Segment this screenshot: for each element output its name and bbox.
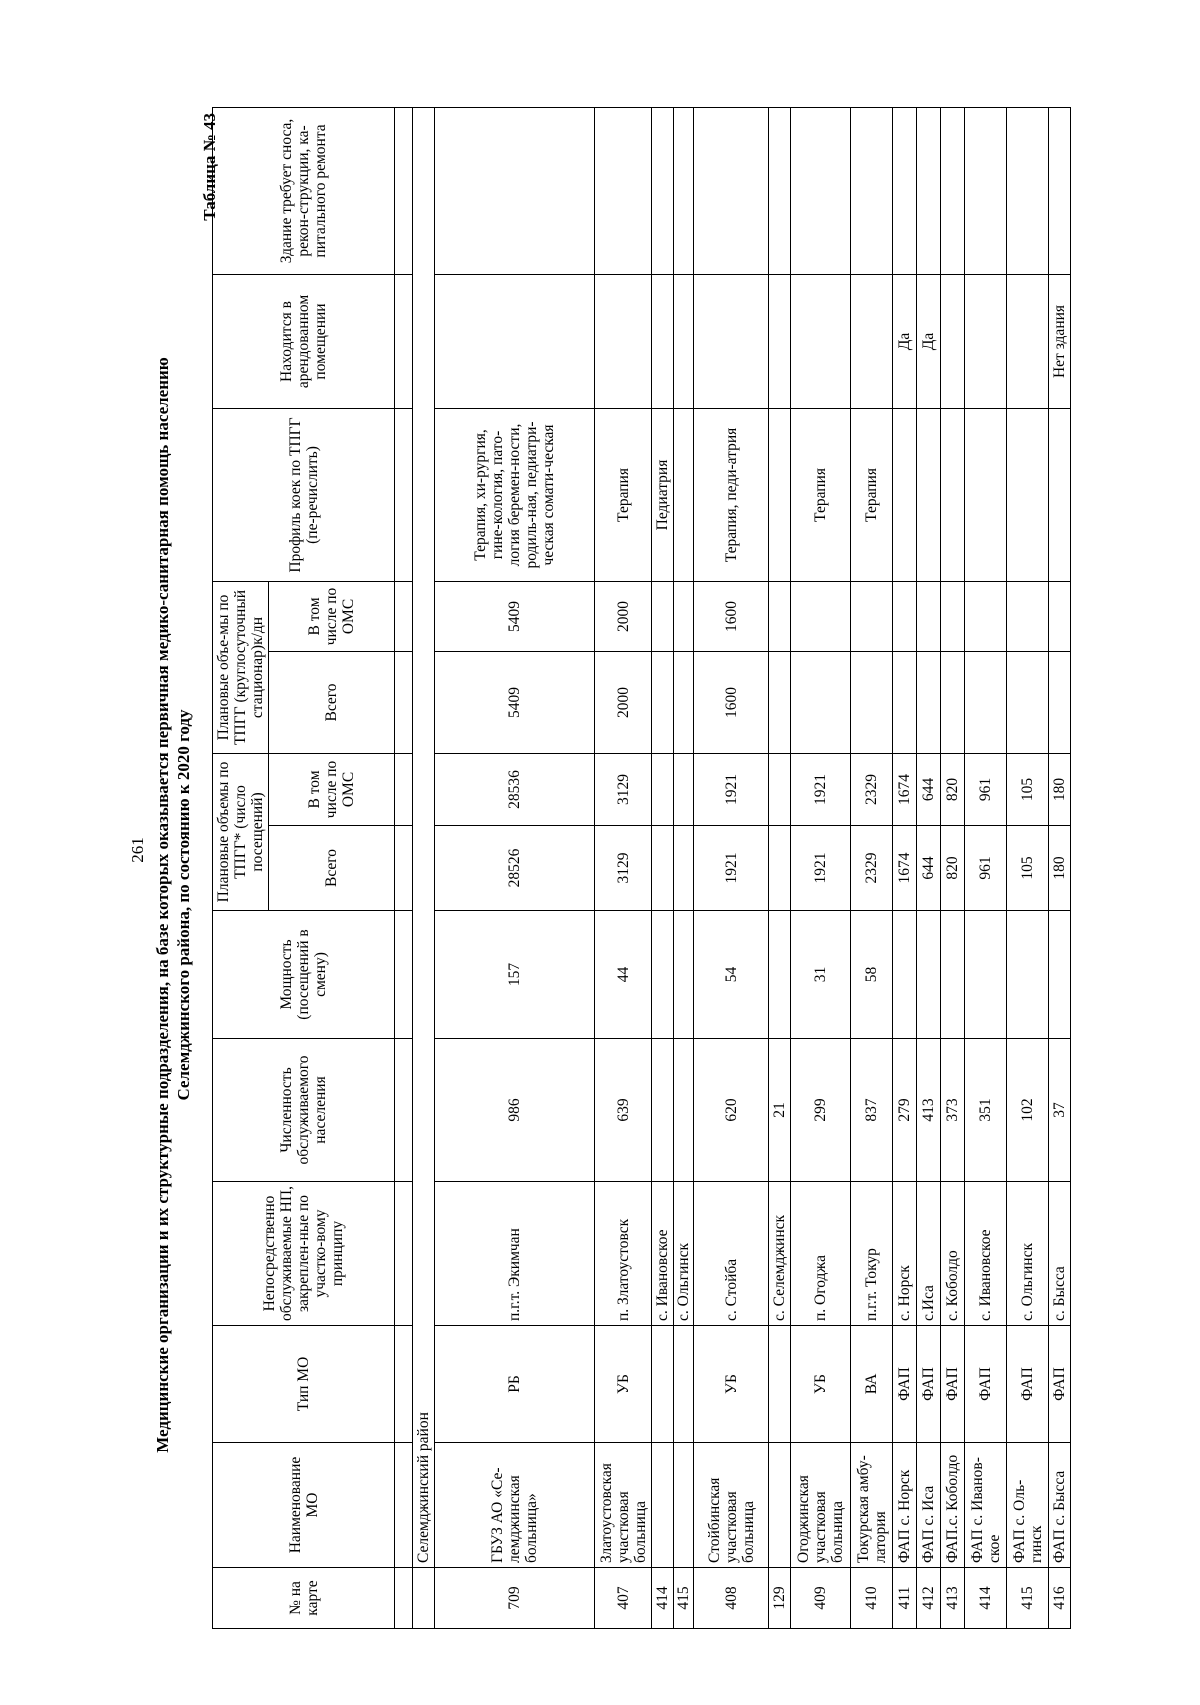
- row-demolition: [1049, 107, 1071, 274]
- table-row: [917, 107, 941, 1628]
- row-beds-oms: [893, 581, 917, 651]
- row-visits-oms: [769, 753, 791, 825]
- row-rented: [674, 274, 694, 408]
- row-demolition: [965, 107, 1007, 274]
- row-capacity: 54: [694, 911, 769, 1039]
- row-beds-oms: [1049, 581, 1071, 651]
- row-rented: Да: [917, 274, 941, 408]
- row-rented: [791, 274, 851, 408]
- header-demolition: Здание требует сноса, рекон-струкции, ка-питального ремонта: [213, 107, 395, 274]
- table-caption: Таблица № 43: [200, 113, 219, 221]
- row-num: 416: [1049, 1568, 1071, 1629]
- row-profile: [769, 408, 791, 581]
- table-row: [769, 107, 791, 1628]
- row-name: [652, 1443, 674, 1568]
- document-title: Медицинские организации и их структурные подразделения, на базе которых оказывается первичная медико-санитарная помощь населению Селемджинского района, по состоянию к 2020 году: [153, 357, 193, 1453]
- row-visits-oms: 105: [1007, 753, 1049, 825]
- row-num: 709: [435, 1568, 595, 1629]
- row-name: ФАП.с. Коболдо: [941, 1443, 965, 1568]
- row-demolition: [769, 107, 791, 274]
- row-rented: [965, 274, 1007, 408]
- row-name: [674, 1443, 694, 1568]
- row-population: [674, 1039, 694, 1182]
- row-visits-total: 28526: [435, 826, 595, 911]
- row-num: 410: [851, 1568, 893, 1629]
- row-capacity: [1007, 911, 1049, 1039]
- row-visits-oms: 2329: [851, 753, 893, 825]
- row-visits-total: [769, 826, 791, 911]
- row-capacity: 31: [791, 911, 851, 1039]
- row-beds-oms: 1600: [694, 581, 769, 651]
- row-population: 373: [941, 1039, 965, 1182]
- row-beds-oms: [652, 581, 674, 651]
- row-beds-total: [769, 651, 791, 753]
- row-type: [674, 1326, 694, 1443]
- row-demolition: [851, 107, 893, 274]
- row-rented: Да: [893, 274, 917, 408]
- region-row: [413, 107, 435, 1628]
- row-demolition: [595, 107, 652, 274]
- separator-row: [395, 107, 413, 1628]
- row-settlement: с. Ольгинск: [674, 1182, 694, 1326]
- row-visits-total: [652, 826, 674, 911]
- row-settlement: с. Коболдо: [941, 1182, 965, 1326]
- row-num: 412: [917, 1568, 941, 1629]
- row-profile: [917, 408, 941, 581]
- header-visits-group: Плановые объемы по ТПГГ* (число посещений): [213, 753, 269, 910]
- row-beds-total: 5409: [435, 651, 595, 753]
- row-beds-oms: [791, 581, 851, 651]
- row-type: ФАП: [1007, 1326, 1049, 1443]
- row-population: 37: [1049, 1039, 1071, 1182]
- row-type: УБ: [694, 1326, 769, 1443]
- row-beds-oms: 2000: [595, 581, 652, 651]
- row-type: ВА: [851, 1326, 893, 1443]
- row-capacity: 58: [851, 911, 893, 1039]
- row-profile: [1007, 408, 1049, 581]
- row-visits-total: 1921: [791, 826, 851, 911]
- row-capacity: [674, 911, 694, 1039]
- row-visits-oms: 1921: [791, 753, 851, 825]
- row-settlement: с.Иса: [917, 1182, 941, 1326]
- row-demolition: [694, 107, 769, 274]
- table-row: [941, 107, 965, 1628]
- row-settlement: п.г.т. Экимчан: [435, 1182, 595, 1326]
- row-type: УБ: [595, 1326, 652, 1443]
- row-rented: [652, 274, 674, 408]
- row-visits-total: 1674: [893, 826, 917, 911]
- row-profile: Терапия, педи-атрия: [694, 408, 769, 581]
- row-beds-oms: 5409: [435, 581, 595, 651]
- row-demolition: [941, 107, 965, 274]
- row-visits-total: [674, 826, 694, 911]
- row-name: ФАП с. Норск: [893, 1443, 917, 1568]
- row-beds-oms: [674, 581, 694, 651]
- row-profile: [674, 408, 694, 581]
- row-beds-oms: [769, 581, 791, 651]
- row-rented: [941, 274, 965, 408]
- row-visits-oms: 961: [965, 753, 1007, 825]
- row-demolition: [435, 107, 595, 274]
- row-num: 129: [769, 1568, 791, 1629]
- header-name: Наименование МО: [213, 1443, 395, 1568]
- facilities-table: [212, 107, 1071, 1629]
- row-population: 986: [435, 1039, 595, 1182]
- table-row: [965, 107, 1007, 1628]
- row-visits-oms: 1921: [694, 753, 769, 825]
- row-visits-oms: 3129: [595, 753, 652, 825]
- row-population: 21: [769, 1039, 791, 1182]
- table-row: [652, 107, 674, 1628]
- row-name: Токурская амбу-латория: [851, 1443, 893, 1568]
- row-beds-oms: [965, 581, 1007, 651]
- header-capacity: Мощность (посещений в смену): [213, 911, 395, 1039]
- row-profile: [965, 408, 1007, 581]
- row-settlement: с. Бысса: [1049, 1182, 1071, 1326]
- row-name: ФАП с. Иванов-ское: [965, 1443, 1007, 1568]
- row-capacity: [769, 911, 791, 1039]
- row-population: 351: [965, 1039, 1007, 1182]
- header-rented: Находится в арендованном помещении: [213, 274, 395, 408]
- row-beds-total: [674, 651, 694, 753]
- row-settlement: п. Златоустовск: [595, 1182, 652, 1326]
- row-demolition: [917, 107, 941, 274]
- header-beds-total: Всего: [269, 651, 395, 753]
- row-num: 407: [595, 1568, 652, 1629]
- row-population: 837: [851, 1039, 893, 1182]
- row-capacity: [893, 911, 917, 1039]
- row-num: 414: [965, 1568, 1007, 1629]
- table-row: [1049, 107, 1071, 1628]
- row-num: 415: [674, 1568, 694, 1629]
- row-num: 409: [791, 1568, 851, 1629]
- row-rented: [769, 274, 791, 408]
- row-visits-oms: 820: [941, 753, 965, 825]
- row-beds-total: 1600: [694, 651, 769, 753]
- row-name: Огоджинская участковая больница: [791, 1443, 851, 1568]
- row-visits-oms: [674, 753, 694, 825]
- row-type: ФАП: [941, 1326, 965, 1443]
- row-visits-oms: 1674: [893, 753, 917, 825]
- row-name: ГБУЗ АО «Се-лемджинская больница»: [435, 1443, 595, 1568]
- row-profile: Терапия: [851, 408, 893, 581]
- row-beds-total: [1007, 651, 1049, 753]
- row-capacity: [917, 911, 941, 1039]
- row-name: [769, 1443, 791, 1568]
- table-row: [851, 107, 893, 1628]
- row-demolition: [652, 107, 674, 274]
- row-rented: [595, 274, 652, 408]
- row-demolition: [1007, 107, 1049, 274]
- row-demolition: [674, 107, 694, 274]
- row-num: 415: [1007, 1568, 1049, 1629]
- row-profile: Терапия: [595, 408, 652, 581]
- row-population: 639: [595, 1039, 652, 1182]
- row-rented: Нет здания: [1049, 274, 1071, 408]
- row-settlement: с. Ольгинск: [1007, 1182, 1049, 1326]
- row-capacity: 44: [595, 911, 652, 1039]
- row-settlement: с. Ивановское: [652, 1182, 674, 1326]
- row-profile: [1049, 408, 1071, 581]
- row-population: 102: [1007, 1039, 1049, 1182]
- row-visits-total: 961: [965, 826, 1007, 911]
- row-rented: [1007, 274, 1049, 408]
- row-visits-oms: 180: [1049, 753, 1071, 825]
- header-type: Тип МО: [213, 1326, 395, 1443]
- row-capacity: [941, 911, 965, 1039]
- row-num: 408: [694, 1568, 769, 1629]
- header-num: № на карте: [213, 1568, 395, 1629]
- row-rented: [435, 274, 595, 408]
- row-rented: [694, 274, 769, 408]
- row-demolition: [893, 107, 917, 274]
- row-profile: Терапия: [791, 408, 851, 581]
- row-profile: [893, 408, 917, 581]
- row-num: 414: [652, 1568, 674, 1629]
- row-capacity: [965, 911, 1007, 1039]
- row-profile: Педиатрия: [652, 408, 674, 581]
- row-settlement: с. Селемджинск: [769, 1182, 791, 1326]
- table-row: [595, 107, 652, 1628]
- header-beds-group: Плановые объе-мы по ТПГГ (круглосуточный стационар)к/дн: [213, 581, 269, 753]
- row-population: 413: [917, 1039, 941, 1182]
- row-type: ФАП: [917, 1326, 941, 1443]
- row-population: 620: [694, 1039, 769, 1182]
- row-type: ФАП: [965, 1326, 1007, 1443]
- row-beds-total: 2000: [595, 651, 652, 753]
- row-beds-total: [652, 651, 674, 753]
- row-name: Стойбинская участковая больница: [694, 1443, 769, 1568]
- row-profile: [941, 408, 965, 581]
- header-settlements: Непосредственно обслуживаемые НП, закреплен-ные по участко-вому принципу: [213, 1182, 395, 1326]
- row-capacity: [1049, 911, 1071, 1039]
- header-beds-oms: В том числе по ОМС: [269, 581, 395, 651]
- row-settlement: п.г.т. Токур: [851, 1182, 893, 1326]
- table-row: [791, 107, 851, 1628]
- page-number: 261: [128, 837, 147, 863]
- row-settlement: с. Норск: [893, 1182, 917, 1326]
- table-row: [694, 107, 769, 1628]
- row-demolition: [791, 107, 851, 274]
- row-capacity: [652, 911, 674, 1039]
- row-beds-total: [917, 651, 941, 753]
- row-type: РБ: [435, 1326, 595, 1443]
- row-name: ФАП с. Оль-гинск: [1007, 1443, 1049, 1568]
- row-population: 279: [893, 1039, 917, 1182]
- row-population: [652, 1039, 674, 1182]
- row-visits-oms: [652, 753, 674, 825]
- row-visits-total: 105: [1007, 826, 1049, 911]
- row-settlement: с. Ивановское: [965, 1182, 1007, 1326]
- row-name: Златоустовская участковая больница: [595, 1443, 652, 1568]
- row-type: [769, 1326, 791, 1443]
- row-beds-total: [1049, 651, 1071, 753]
- row-beds-total: [965, 651, 1007, 753]
- row-type: ФАП: [893, 1326, 917, 1443]
- row-visits-total: 644: [917, 826, 941, 911]
- header-visits-oms: В том числе по ОМС: [269, 753, 395, 825]
- row-type: [652, 1326, 674, 1443]
- row-name: ФАП с. Бысса: [1049, 1443, 1071, 1568]
- header-population: Численность обслуживаемого населения: [213, 1039, 395, 1182]
- row-num: 413: [941, 1568, 965, 1629]
- row-beds-total: [791, 651, 851, 753]
- row-visits-oms: 28536: [435, 753, 595, 825]
- table-row: [1007, 107, 1049, 1628]
- row-beds-oms: [851, 581, 893, 651]
- row-visits-total: 820: [941, 826, 965, 911]
- row-beds-total: [941, 651, 965, 753]
- table-row: [674, 107, 694, 1628]
- row-name: ФАП с. Иса: [917, 1443, 941, 1568]
- row-visits-total: 1921: [694, 826, 769, 911]
- row-beds-oms: [1007, 581, 1049, 651]
- row-profile: Терапия, хи-рургия, гине-кология, пато-логия беремен-ности, родиль-ная, педиатри-ческая сомати-ческая: [435, 408, 595, 581]
- row-type: ФАП: [1049, 1326, 1071, 1443]
- table-row: [893, 107, 917, 1628]
- row-beds-oms: [941, 581, 965, 651]
- row-beds-total: [851, 651, 893, 753]
- row-capacity: 157: [435, 911, 595, 1039]
- row-type: УБ: [791, 1326, 851, 1443]
- row-beds-total: [893, 651, 917, 753]
- row-population: 299: [791, 1039, 851, 1182]
- row-visits-oms: 644: [917, 753, 941, 825]
- row-rented: [851, 274, 893, 408]
- row-settlement: п. Огоджа: [791, 1182, 851, 1326]
- header-profile: Профиль коек по ТПГГ (пе-речислить): [213, 408, 395, 581]
- table-row: [435, 107, 595, 1628]
- row-visits-total: 2329: [851, 826, 893, 911]
- row-settlement: с. Стойба: [694, 1182, 769, 1326]
- header-visits-total: Всего: [269, 826, 395, 911]
- row-visits-total: 180: [1049, 826, 1071, 911]
- row-num: 411: [893, 1568, 917, 1629]
- row-beds-oms: [917, 581, 941, 651]
- row-visits-total: 3129: [595, 826, 652, 911]
- region-label: Селемджинский район: [413, 107, 435, 1567]
